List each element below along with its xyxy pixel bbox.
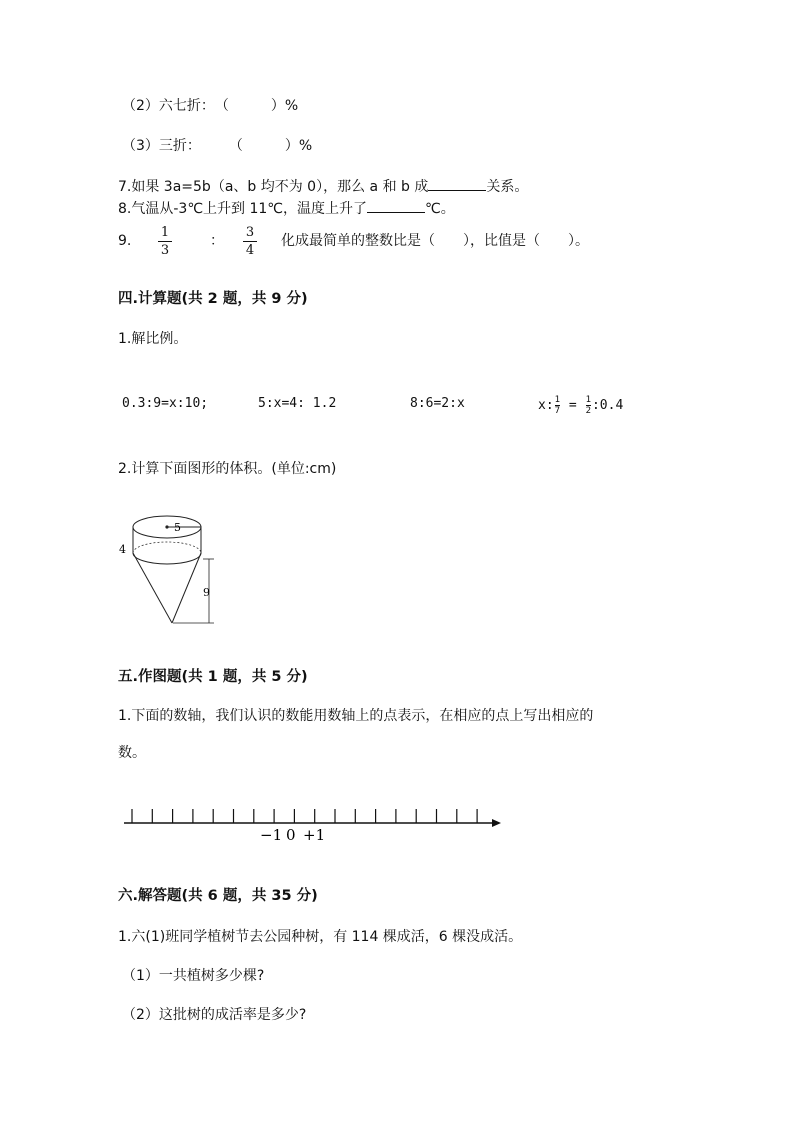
section-4-heading: 四.计算题(共 2 题，共 9 分) — [118, 291, 308, 307]
answer-blank — [367, 198, 425, 213]
question-7-tail: 关系。 — [486, 179, 529, 195]
section-5-heading: 五.作图题(共 1 题，共 5 分) — [118, 669, 308, 685]
section-6-heading: 六.解答题(共 6 题，共 35 分) — [118, 888, 318, 904]
label-zero: 0 — [286, 826, 296, 844]
fraction-numerator: 1 — [585, 395, 591, 405]
question-7-text: 7.如果 3a=5b（a、b 均不为 0），那么 a 和 b 成 — [118, 179, 429, 195]
question-9-number: 9. — [118, 233, 132, 249]
ratio-colon: ： — [210, 233, 224, 249]
fraction-denominator: 7 — [554, 406, 561, 416]
number-line — [120, 805, 505, 845]
question-8 — [118, 198, 455, 218]
fraction-one-half — [586, 395, 591, 416]
fraction-one-seventh — [555, 395, 560, 416]
fraction-denominator: 2 — [585, 406, 591, 416]
section-5-question-1: 1.下面的数轴，我们认识的数能用数轴上的点表示，在相应的点上写出相应的 — [118, 708, 594, 724]
equation-1: 0.3:9=x:10; — [122, 396, 209, 411]
answer-blank — [428, 176, 486, 191]
question-8-tail: ℃。 — [425, 201, 455, 217]
fraction-numerator: 3 — [245, 225, 255, 240]
question-9-text: 化成最简单的整数比是（ ），比值是（ ）。 — [281, 233, 589, 249]
cylinder-cone-figure — [115, 505, 225, 630]
equation-3: 8:6=2:x — [410, 396, 465, 411]
fraction-numerator: 1 — [554, 395, 561, 405]
equation-4 — [538, 395, 623, 416]
fraction-three-fourths — [243, 225, 257, 258]
fraction-numerator: 1 — [160, 225, 170, 240]
label-minus-one: −1 — [260, 826, 283, 844]
equals-sign: = — [561, 398, 585, 413]
section-6-question-1: 1.六(1)班同学植树节去公园种树，有 114 棵成活，6 棵没成活。 — [118, 929, 523, 945]
label-plus-one: +1 — [303, 826, 326, 844]
sub-question-2: （2）这批树的成活率是多少? — [122, 1007, 307, 1023]
number-line-ticks — [132, 809, 477, 823]
equation-4-suffix: :0.4 — [591, 398, 624, 413]
arrow-head-icon — [492, 819, 501, 827]
section-5-question-1-cont: 数。 — [118, 745, 146, 761]
question-7 — [118, 176, 528, 196]
cone-height-label: 9 — [203, 586, 210, 599]
cylinder-height-label: 4 — [119, 543, 126, 556]
fraction-bar — [158, 241, 172, 242]
equation-4-prefix: x: — [538, 398, 554, 413]
section-4-question-1: 1.解比例。 — [118, 331, 188, 347]
question-8-text: 8.气温从-3℃上升到 11℃，温度上升了 — [118, 201, 368, 217]
item-six-seven-discount: （2）六七折： （ ）% — [122, 98, 299, 114]
radius-label: 5 — [174, 521, 181, 534]
equation-2: 5:x=4: 1.2 — [258, 396, 337, 411]
fraction-denominator: 3 — [160, 243, 170, 258]
fraction-bar — [243, 241, 257, 242]
sub-question-1: （1）一共植树多少棵? — [122, 968, 265, 984]
section-4-question-2: 2.计算下面图形的体积。(单位:cm) — [118, 461, 337, 477]
fraction-one-third — [158, 225, 172, 258]
fraction-denominator: 4 — [245, 243, 255, 258]
item-thirty-discount: （3）三折： （ ）% — [122, 138, 313, 154]
